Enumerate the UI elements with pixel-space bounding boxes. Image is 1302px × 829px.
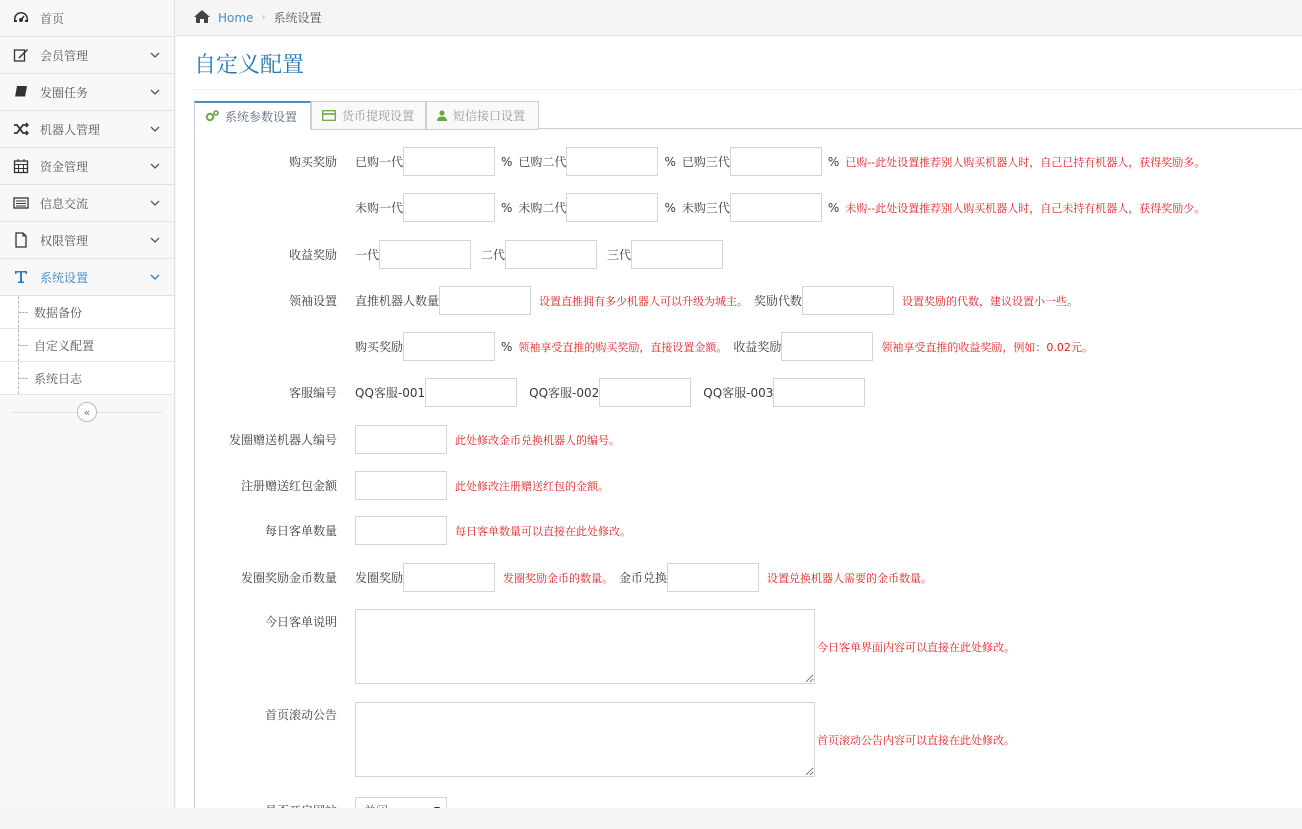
sidebar-item-robots[interactable] (0, 111, 174, 148)
daily-desc-row (195, 609, 1302, 684)
gift-robot-hint: 此处修改金币兑换机器人的编号。 (455, 433, 620, 447)
direct-count-label: 直推机器人数量 (355, 294, 440, 308)
notice-hint: 首页滚动公告内容可以直接在此处修改。 (817, 733, 1015, 747)
register-bonus-input[interactable] (355, 471, 447, 500)
sidebar-item-label: 系统设置 (40, 270, 89, 285)
sidebar-item-messages[interactable] (0, 185, 174, 222)
sidebar-item-label: 会员管理 (40, 48, 89, 63)
income-gen2-label: 二代 (481, 248, 506, 262)
sidebar-item-label: 信息交流 (40, 196, 89, 211)
cogs-icon (205, 110, 219, 122)
qq-service-1-input[interactable] (425, 378, 517, 407)
percent-label: % (827, 154, 840, 169)
daily-desc-label: 今日客单说明 (264, 615, 337, 629)
circle-reward-input[interactable] (403, 563, 495, 592)
breadcrumb-current: 系统设置 (273, 11, 322, 25)
notice-label: 首页滚动公告 (264, 708, 337, 722)
credit-card-icon (322, 110, 336, 121)
not-bought-gen2-input[interactable] (566, 193, 658, 222)
qq-service-3-input[interactable] (773, 378, 865, 407)
chevron-down-icon (150, 196, 160, 210)
not-bought-gen2-label: 未购二代 (518, 201, 567, 215)
leader-income-reward-input[interactable] (781, 332, 873, 361)
home-icon (194, 10, 210, 26)
sidebar-collapse-row (0, 395, 174, 429)
coin-exchange-input[interactable] (667, 563, 759, 592)
qq-service-2-label: QQ客服-002 (529, 386, 600, 400)
income-reward-label: 收益奖励 (288, 248, 337, 262)
sidebar (0, 0, 175, 808)
sidebar-subitem-label: 自定义配置 (34, 338, 95, 353)
leader-settings-row (195, 286, 1302, 315)
bottom-bar (0, 808, 1302, 829)
sidebar-item-label: 权限管理 (40, 233, 89, 248)
sidebar-item-label: 机器人管理 (40, 122, 101, 137)
bought-gen3-label: 已购三代 (681, 155, 730, 169)
bought-hint: 已购--此处设置推荐别人购买机器人时，自己已持有机器人，获得奖励多。 (845, 155, 1206, 169)
circle-reward-hint: 发圈奖励金币的数量。 (503, 571, 614, 585)
register-bonus-hint: 此处修改注册赠送红包的金额。 (455, 479, 609, 493)
sidebar-item-label: 发圈任务 (40, 85, 89, 100)
page-header (194, 37, 1302, 90)
not-bought-gen1-label: 未购一代 (355, 201, 404, 215)
percent-label: % (501, 200, 513, 215)
circle-coin-row (195, 563, 1302, 592)
leader-buy-reward-hint: 领袖享受直推的购买奖励，直接设置金额。 (518, 340, 728, 354)
tab-system-params[interactable] (194, 101, 311, 130)
chevron-down-icon (150, 270, 160, 284)
sidebar-item-system-settings[interactable] (0, 259, 174, 296)
daily-count-row (195, 516, 1302, 545)
chevron-down-icon (150, 122, 160, 136)
percent-label: % (664, 154, 676, 169)
percent-label: % (501, 339, 513, 354)
register-bonus-row (195, 471, 1302, 500)
income-gen1-label: 一代 (355, 248, 380, 262)
service-label: 客服编号 (288, 386, 337, 400)
leader-buy-reward-label: 购买奖励 (355, 340, 404, 354)
list-icon (12, 194, 30, 212)
user-icon (437, 110, 447, 121)
notice-textarea[interactable] (355, 702, 815, 777)
tab-label: 货币提现设置 (342, 109, 415, 123)
sidebar-subitem-custom-config[interactable] (0, 329, 174, 362)
daily-count-input[interactable] (355, 516, 447, 545)
bought-gen3-input[interactable] (730, 147, 822, 176)
tab-bar (194, 101, 1302, 129)
edit-icon (12, 46, 30, 64)
text-icon (12, 268, 30, 286)
calendar-icon (12, 157, 30, 175)
buy-reward-bought-row (195, 147, 1302, 176)
sidebar-item-label: 首页 (40, 11, 65, 26)
leader-income-reward-label: 收益奖励 (733, 340, 782, 354)
sidebar-subitem-system-log[interactable] (0, 362, 174, 395)
income-reward-row (195, 240, 1302, 269)
income-gen1-input[interactable] (379, 240, 471, 269)
sidebar-item-members[interactable] (0, 37, 174, 74)
chevron-down-icon (150, 159, 160, 173)
leader-rewards-row (195, 332, 1302, 361)
leader-income-reward-hint: 领袖享受直推的收益奖励，例如：0.02元。 (881, 340, 1093, 354)
coin-exchange-hint: 设置兑换机器人需要的金币数量。 (767, 571, 933, 585)
daily-count-hint: 每日客单数量可以直接在此处修改。 (455, 524, 631, 538)
chevron-down-icon (150, 233, 160, 247)
income-gen3-label: 三代 (607, 248, 632, 262)
buy-reward-not-bought-row (195, 193, 1302, 222)
direct-count-input[interactable] (439, 286, 531, 315)
settings-form (194, 130, 1302, 808)
sidebar-collapse-button[interactable] (77, 402, 97, 422)
percent-label: % (827, 200, 840, 215)
circle-coin-label: 发圈奖励金币数量 (240, 571, 337, 585)
coin-exchange-label: 金币兑换 (619, 571, 668, 585)
gift-robot-input[interactable] (355, 425, 447, 454)
leader-buy-reward-input[interactable] (403, 332, 495, 361)
reward-gen-hint: 设置奖励的代数，建议设置小一些。 (902, 294, 1079, 308)
percent-label: % (664, 200, 676, 215)
sidebar-item-funds[interactable] (0, 148, 174, 185)
tab-label: 系统参数设置 (225, 109, 298, 124)
tab-label: 短信接口设置 (453, 109, 526, 123)
tab-sms-interface[interactable] (426, 101, 539, 130)
qq-service-2-input[interactable] (599, 378, 691, 407)
leader-settings-label: 领袖设置 (288, 294, 337, 308)
breadcrumb-separator-icon: › (261, 12, 266, 23)
sidebar-item-permissions[interactable] (0, 222, 174, 259)
daily-desc-textarea[interactable] (355, 609, 815, 684)
sidebar-subitem-backup[interactable] (0, 296, 174, 329)
bought-gen2-input[interactable] (566, 147, 658, 176)
not-bought-gen3-input[interactable] (730, 193, 822, 222)
sidebar-subitem-label: 系统日志 (34, 371, 83, 386)
service-row (195, 378, 1302, 407)
dashboard-icon (12, 9, 30, 27)
breadcrumb-home-link[interactable]: Home (218, 10, 254, 25)
percent-label: % (501, 154, 513, 169)
book-icon (12, 83, 30, 101)
register-bonus-label: 注册赠送红包金额 (240, 479, 337, 493)
sidebar-item-circle-tasks[interactable] (0, 74, 174, 111)
sidebar-item-home[interactable] (0, 0, 174, 37)
not-bought-gen1-input[interactable] (403, 193, 495, 222)
qq-service-1-label: QQ客服-001 (355, 386, 426, 400)
file-icon (12, 231, 30, 249)
sidebar-subitem-label: 数据备份 (34, 305, 83, 320)
double-chevron-left-icon: « (83, 405, 91, 419)
chevron-down-icon (150, 85, 160, 99)
gift-robot-row (195, 425, 1302, 454)
breadcrumb (176, 0, 1302, 36)
daily-desc-hint: 今日客单界面内容可以直接在此处修改。 (817, 640, 1015, 654)
daily-count-label: 每日客单数量 (264, 524, 337, 538)
income-gen3-input[interactable] (631, 240, 723, 269)
sidebar-item-label: 资金管理 (40, 159, 89, 174)
gift-robot-label: 发圈赠送机器人编号 (228, 433, 337, 447)
reward-gen-input[interactable] (802, 286, 894, 315)
income-gen2-input[interactable] (505, 240, 597, 269)
random-icon (12, 120, 30, 138)
bought-gen1-input[interactable] (403, 147, 495, 176)
chevron-down-icon (150, 48, 160, 62)
not-bought-hint: 未购--此处设置推荐别人购买机器人时，自己未持有机器人，获得奖励少。 (845, 201, 1206, 215)
bought-gen1-label: 已购一代 (355, 155, 404, 169)
bought-gen2-label: 已购二代 (518, 155, 567, 169)
circle-reward-label: 发圈奖励 (355, 571, 404, 585)
reward-gen-label: 奖励代数 (754, 294, 803, 308)
notice-row (195, 702, 1302, 777)
not-bought-gen3-label: 未购三代 (681, 201, 730, 215)
main-content (176, 37, 1302, 808)
qq-service-3-label: QQ客服-003 (703, 386, 774, 400)
tab-currency-withdraw[interactable] (311, 101, 426, 130)
direct-count-hint: 设置直推拥有多少机器人可以升级为城主。 (539, 294, 749, 308)
page-title: 自定义配置 (194, 52, 305, 78)
buy-reward-label: 购买奖励 (288, 155, 337, 169)
